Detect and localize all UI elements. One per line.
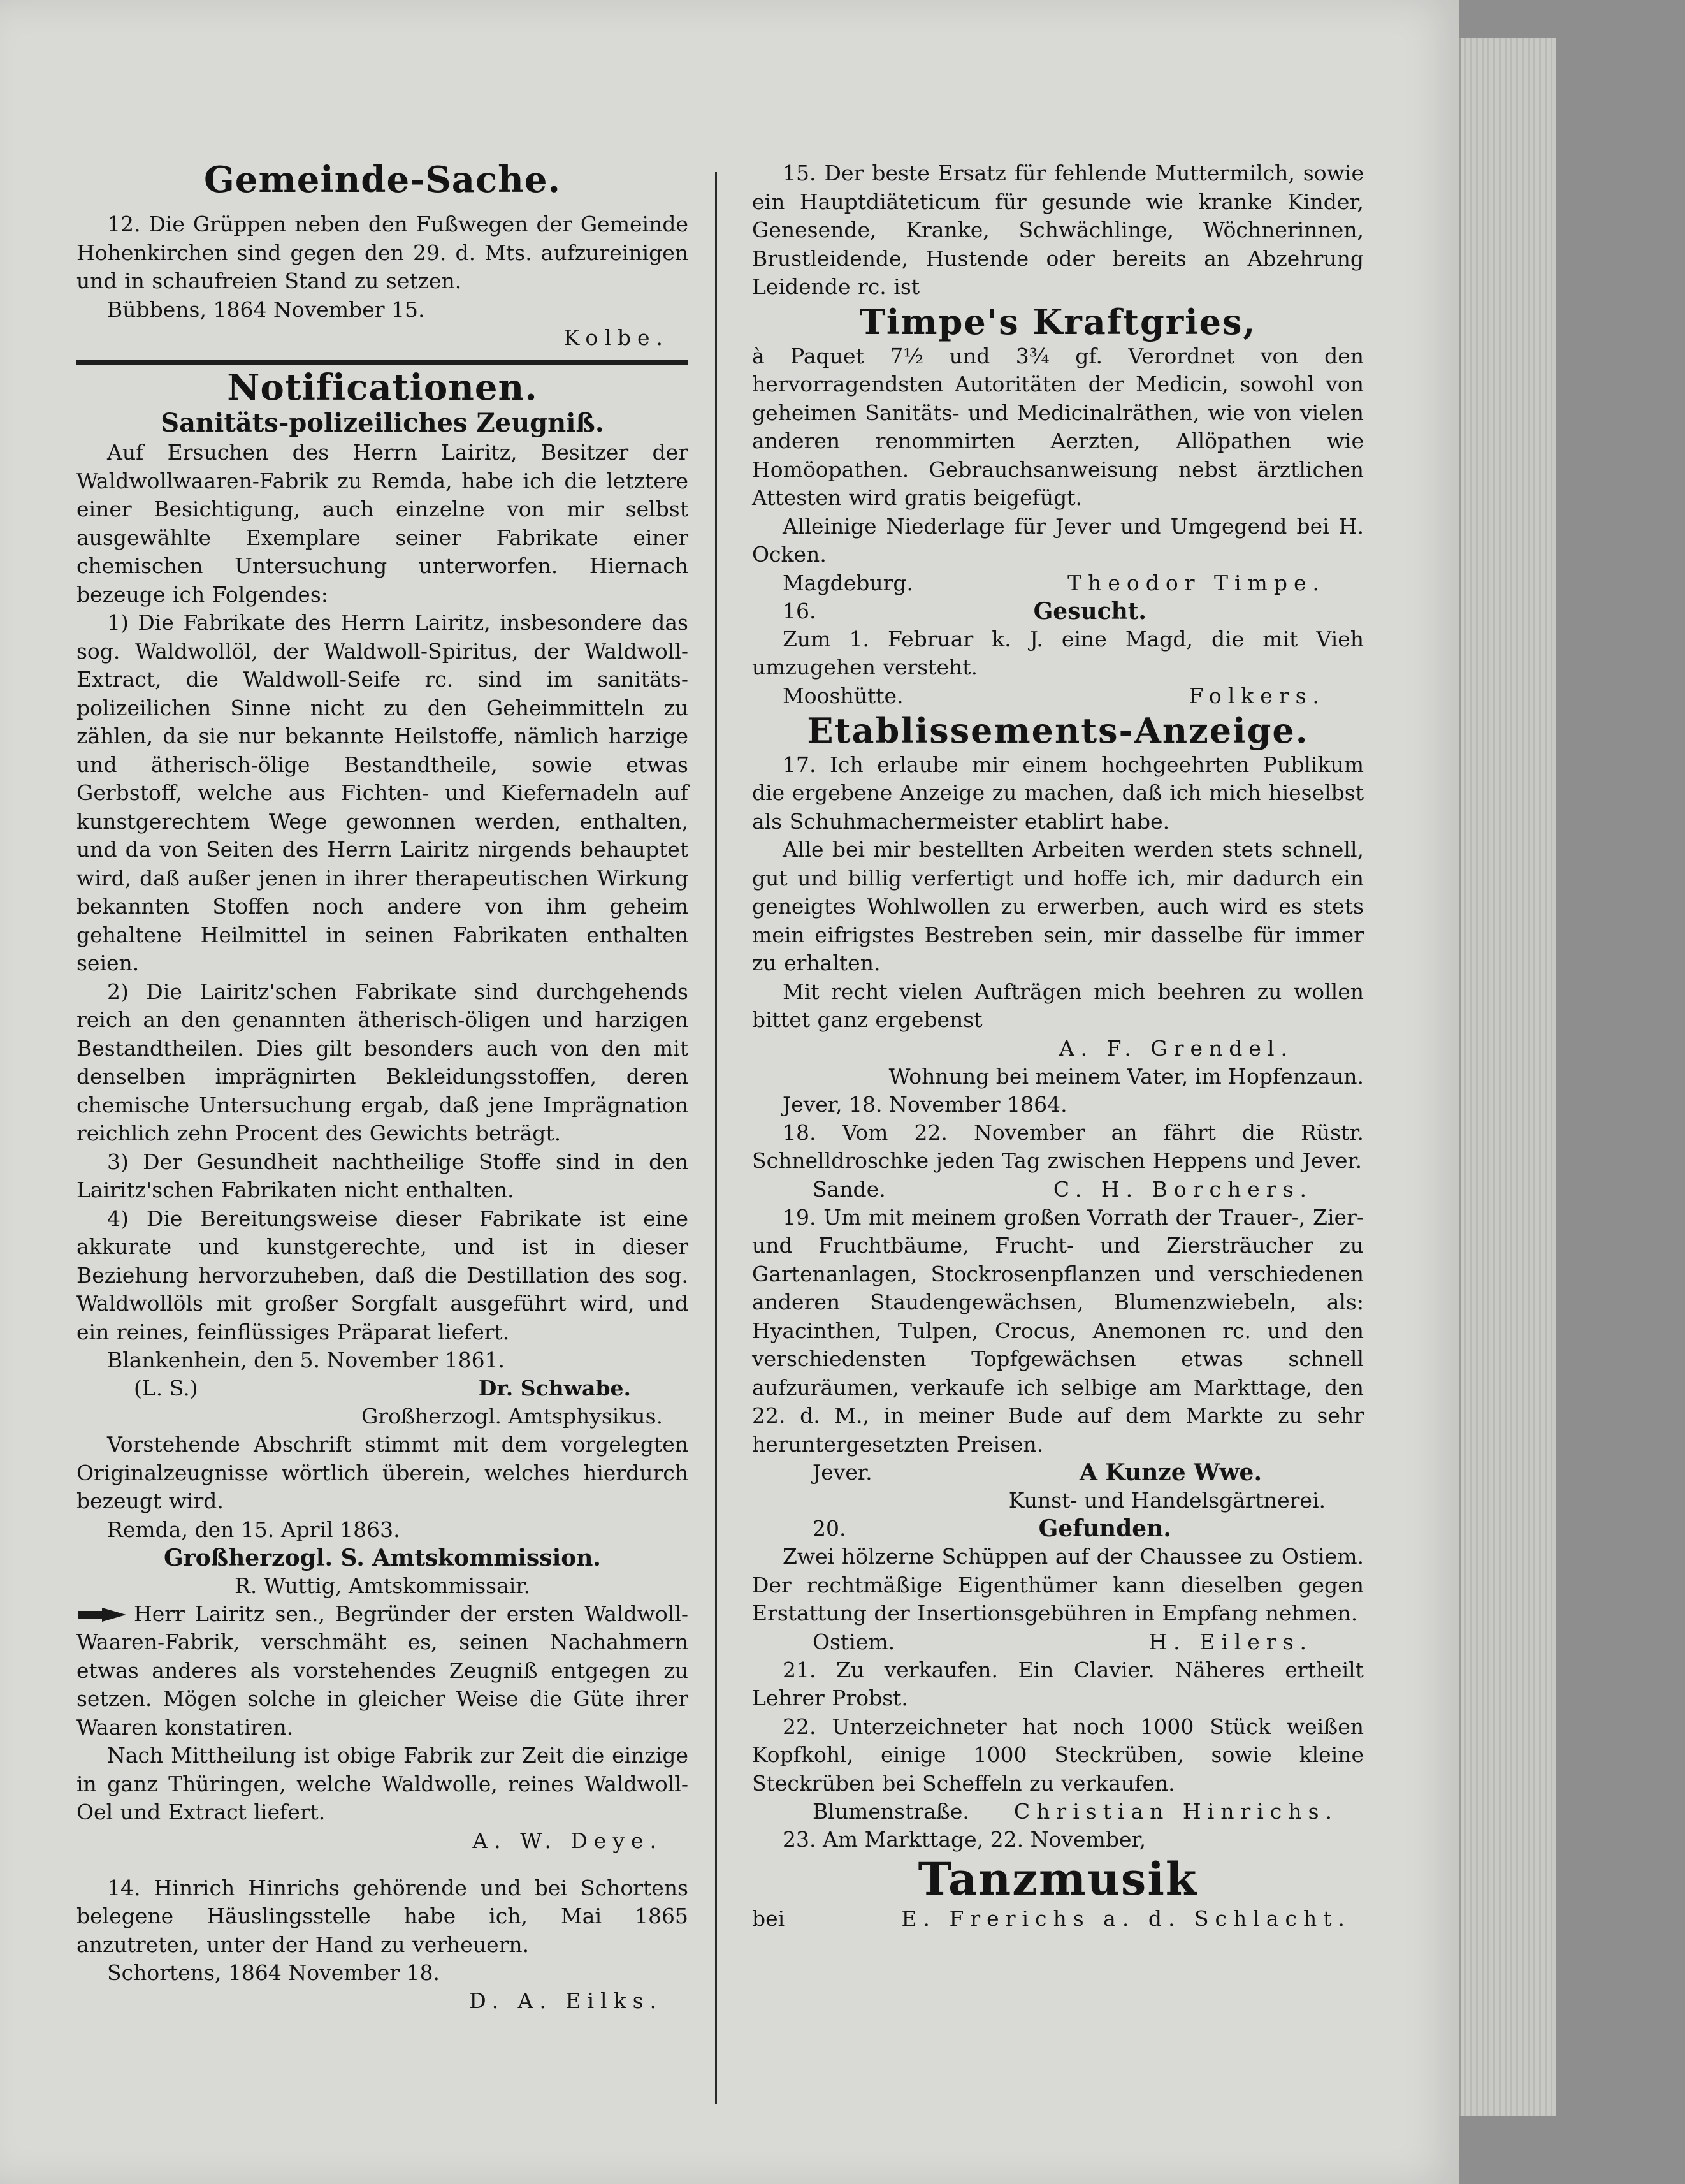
notice-14-place: Schortens, 1864 November 18.: [107, 1960, 440, 1985]
notice-18-sign: C. H. Borchers.: [1053, 1176, 1313, 1202]
gemeinde-place: Bübbens, 1864 November 15.: [107, 296, 425, 322]
notice-22-place: Blumenstraße.: [813, 1799, 969, 1824]
notice-22-sign: Christian Hinrichs.: [1013, 1799, 1338, 1824]
zeugniss-sign: A. W. Deye.: [472, 1828, 663, 1853]
gemeinde-title: Gemeinde-Sache.: [203, 159, 561, 201]
notice-23-sign: E. Frerichs a. d. Schlacht.: [901, 1906, 1351, 1931]
notice-17-date: Jever, 18. November 1864.: [783, 1091, 1067, 1117]
zeugniss-p4: 3) Der Gesundheit nachtheilige Stoffe sind in den Lairitz'schen Fabrikaten nicht enthalten.: [76, 1149, 688, 1202]
pointing-hand-icon: [76, 1606, 127, 1625]
book-page-edges: [1459, 38, 1556, 2116]
notice-17-text3: Mit recht vielen Aufträgen mich beehren zu wollen bittet ganz ergebenst: [752, 979, 1364, 1032]
zeugniss-date: Blankenhein, den 5. November 1861.: [107, 1348, 505, 1372]
notice-23-title: Tanzmusik: [918, 1853, 1198, 1905]
gemeinde-sign: Kolbe.: [563, 324, 669, 350]
zeugniss-p1: Auf Ersuchen des Herrn Lairitz, Besitzer der Waldwollwaaren-Fabrik zu Remda, habe ich die letztere einer Besichtigung, auch einzelne von mir selbst ausgewählte Exemplare seiner Fabrikate einer chemischen Untersuchung unterworfen. Hiernach bezeuge ich Folgendes:: [76, 440, 688, 607]
zeugniss-office: Großherzogl. Amtsphysikus.: [361, 1404, 663, 1429]
column-divider: [715, 172, 717, 2104]
notice-19-sign: A Kunze Wwe.: [1079, 1459, 1262, 1486]
notice-16-title: Gesucht.: [1033, 597, 1146, 625]
notice-14-sign: D. A. Eilks.: [469, 1988, 663, 2013]
zeugniss-p6: Vorstehende Abschrift stimmt mit dem vorgelegten Originalzeugnisse wörtlich überein, welches hierdurch bezeugt wird.: [76, 1432, 688, 1513]
notice-20-num: 20.: [813, 1516, 846, 1541]
notice-18: 18. Vom 22. November an fährt die Rüstr. Schnelldroschke jeden Tag zwischen Heppens und Jever.: [752, 1119, 1364, 1173]
notice-15-place: Magdeburg.: [783, 570, 914, 595]
notice-16-text: Zum 1. Februar k. J. eine Magd, die mit Vieh umzugehen versteht.: [752, 626, 1364, 680]
notice-20-place: Ostiem.: [813, 1629, 895, 1654]
gemeinde-text: 12. Die Grüppen neben den Fußwegen der Gemeinde Hohenkirchen sind gegen den 29. d. Mts. aufzureinigen und in schaufreien Stand zu setzen.: [76, 212, 688, 293]
notice-15-text: à Paquet 7½ und 3¾ gf. Verordnet von den hervorragendsten Autoritäten der Medicin, sowohl von geheimen Sanitäts- und Medicinalräthen, wie von vielen anderen renommirten Aerzten, Allöpathen wie Homöopathen. Gebrauchsanweisung nebst ärztlichen Attesten wird gratis beigefügt.: [752, 343, 1364, 510]
notice-15-title: Timpe's Kraftgries,: [859, 301, 1257, 342]
notice-23: 23. Am Markttage, 22. November,: [783, 1827, 1146, 1852]
notice-18-place: Sande.: [813, 1176, 886, 1202]
notice-15-depot: Alleinige Niederlage für Jever und Umgegend bei H. Ocken.: [752, 513, 1364, 567]
notice-20-text: Zwei hölzerne Schüppen auf der Chaussee zu Ostiem. Der rechtmäßige Eigenthümer kann dieselben gegen Erstattung der Insertionsgebühren in Empfang nehmen.: [752, 1544, 1364, 1626]
zeugniss-remda: Remda, den 15. April 1863.: [107, 1517, 400, 1542]
zeugniss-doctor: Dr. Schwabe.: [478, 1376, 631, 1401]
zeugniss-kommission: Großherzogl. S. Amtskommission.: [164, 1544, 601, 1571]
notice-17-address: Wohnung bei meinem Vater, im Hopfenzaun.: [888, 1063, 1364, 1089]
notice-15-sign: Theodor Timpe.: [1067, 570, 1326, 595]
zeugniss-wuttig: R. Wuttig, Amtskommissair.: [235, 1573, 530, 1598]
notif-title: Notificationen.: [227, 367, 538, 409]
notice-22: 22. Unterzeichneter hat noch 1000 Stück weißen Kopfkohl, einige 1000 Steckrüben, sowie kleine Steckrüben bei Scheffeln zu verkaufen.: [752, 1714, 1364, 1796]
notice-17-text2: Alle bei mir bestellten Arbeiten werden stets schnell, gut und billig verfertigt und hoffe ich, mir dadurch ein geneigtes Wohlwollen zu erwerben, auch wird es stets mein eifrigstes Bestreben sein, mir dasselbe für immer zu erhalten.: [752, 837, 1364, 975]
notice-16-sign: Folkers.: [1189, 683, 1326, 708]
notice-15: 15. Der beste Ersatz für fehlende Muttermilch, sowie ein Hauptdiäteticum für gesunde wie kranke Kinder, Genesende, Kranke, Schwächlinge, Wöchnerinnen, Brustleidende, Hustende oder bereits an Abzehrung Leidende rc. ist: [752, 161, 1364, 299]
notice-23-bei: bei: [752, 1906, 785, 1931]
zeugniss-p2: 1) Die Fabrikate des Herrn Lairitz, insbesondere das sog. Waldwollöl, der Waldwoll-Spiritus, der Waldwoll-Extract, die Waldwoll-Seife rc. sind im sanitäts-polizeilichen Sinne nicht zu den Geheimmitteln zu zählen, da sie nur bekannte Heilstoffe, nämlich harzige und ätherisch-ölige Bestandtheile, sowie etwas Gerbstoff, welche aus Fichten- und Kiefernadeln auf kunstgerechtem Wege gewonnen werden, enthalten, und da von Seiten des Herrn Lairitz nirgends behauptet wird, daß außer jenen in ihrer therapeutischen Wirkung bekannten Stoffen noch andere von ihm geheim gehaltene Heilmittel in seinen Fabrikaten enthalten seien.: [76, 610, 688, 975]
notice-17-text1: 17. Ich erlaube mir einem hochgeehrten Publikum die ergebene Anzeige zu machen, daß ich mich hieselbst als Schuhmachermeister etablirt habe.: [752, 752, 1364, 834]
notice-19-place: Jever.: [813, 1460, 872, 1485]
zeugniss-p5: 4) Die Bereitungsweise dieser Fabrikate ist eine akkurate und kunstgerechte, und ist in dieser Beziehung hervorzuheben, daß die Destillation des sog. Waldwollöls mit großer Sorgfalt ausgeführt wird, und ein reines, feinflüssiges Präparat liefert.: [76, 1205, 688, 1344]
notice-17-sign: A. F. Grendel.: [1059, 1035, 1294, 1061]
notice-20-title: Gefunden.: [1038, 1515, 1171, 1542]
notice-16-num: 16.: [783, 598, 816, 623]
notice-19: 19. Um mit meinem großen Vorrath der Trauer-, Zier- und Fruchtbäume, Frucht- und Ziersträucher zu Gartenanlagen, Stockrosenpflanzen und verschiedenen anderen Staudengewächsen, Blumenzwiebeln, als: Hyacinthen, Tulpen, Crocus, Anemonen rc. und den verschiedensten Topfgewächsen etwas schnell aufzuräumen, verkaufe ich selbige am Markttage, den 22. d. M., in meiner Bude auf dem Markte zu sehr heruntergesetzten Preisen.: [752, 1204, 1364, 1457]
notice-14: 14. Hinrich Hinrichs gehörende und bei Schortens belegene Häuslingsstelle habe ich, Mai 1865 anzutreten, unter der Hand zu verheuern.: [76, 1875, 688, 1957]
notice-19-sub: Kunst- und Handelsgärtnerei.: [1008, 1488, 1326, 1513]
zeugniss-p7: Herr Lairitz sen., Begründer der ersten Waldwoll-Waaren-Fabrik, verschmäht es, seinen Nachahmern etwas anderes als vorstehendes Zeugniß entgegen zu setzen. Mögen solche in gleicher Weise die Güte ihrer Waaren konstatiren.: [76, 1601, 688, 1740]
zeugniss-title: Sanitäts-polizeiliches Zeugniß.: [161, 408, 604, 438]
zeugniss-p3: 2) Die Lairitz'schen Fabrikate sind durchgehends reich an den genannten ätherisch-öligen und harzigen Bestandtheilen. Dies gilt besonders auch von den mit denselben imprägnirten Bekleidungsstoffen, deren chemische Untersuchung ergab, daß jene Imprägnation reichlich zehn Procent des Gewichts beträgt.: [76, 979, 688, 1146]
notice-21: 21. Zu verkaufen. Ein Clavier. Näheres ertheilt Lehrer Probst.: [752, 1657, 1364, 1710]
notice-17-title: Etablissements-Anzeige.: [807, 710, 1309, 751]
zeugniss-p8: Nach Mittheilung ist obige Fabrik zur Zeit die einzige in ganz Thüringen, welche Waldwolle, reines Waldwoll-Oel und Extract liefert.: [76, 1743, 688, 1824]
notice-16-place: Mooshütte.: [783, 683, 904, 708]
notice-20-sign: H. Eilers.: [1148, 1629, 1313, 1654]
section-rule: [76, 360, 688, 365]
zeugniss-ls: (L. S.): [134, 1376, 198, 1401]
